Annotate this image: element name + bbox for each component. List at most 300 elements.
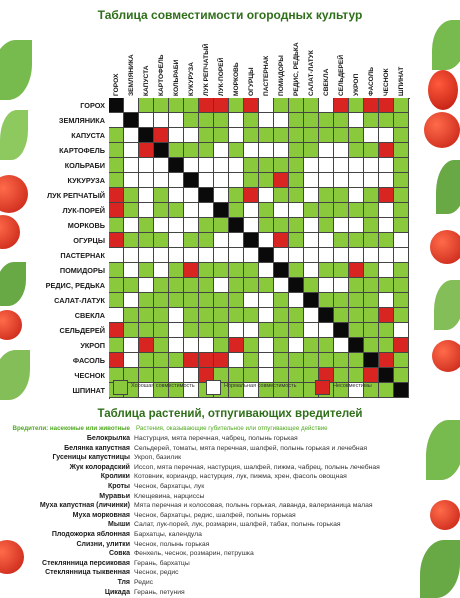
cell-neutral — [229, 248, 244, 263]
cell-good — [334, 188, 349, 203]
column-label: КАПУСТА — [143, 65, 150, 96]
cell-good — [349, 353, 364, 368]
cell-neutral — [319, 98, 334, 113]
row-label: КУКУРУЗА — [67, 176, 105, 185]
pest-row — [0, 463, 460, 473]
cell-good — [394, 218, 409, 233]
legend-good-swatch — [113, 380, 128, 395]
cell-good — [364, 338, 379, 353]
cell-bad — [109, 188, 124, 203]
row-label: ЗЕМЛЯНИКА — [58, 116, 105, 125]
pest-row — [0, 588, 460, 598]
pest-name: Муравьи — [99, 492, 130, 500]
cell-neutral — [259, 143, 274, 158]
cell-good — [349, 293, 364, 308]
cell-self — [244, 233, 259, 248]
cell-good — [214, 308, 229, 323]
cell-good — [169, 143, 184, 158]
cell-good — [199, 128, 214, 143]
cell-good — [334, 203, 349, 218]
leaf-decoration — [434, 280, 460, 330]
cell-neutral — [379, 293, 394, 308]
cell-good — [124, 203, 139, 218]
row-label: САЛАТ-ЛАТУК — [54, 296, 105, 305]
column-label: ШПИНАТ — [398, 66, 405, 96]
repellent-plants: Настурция, мята перечная, чабрец, полынь горькая — [134, 435, 298, 442]
cell-self — [124, 113, 139, 128]
cell-good — [289, 233, 304, 248]
cell-neutral — [229, 323, 244, 338]
cell-good — [289, 263, 304, 278]
cell-good — [349, 128, 364, 143]
cell-good — [319, 218, 334, 233]
cell-neutral — [184, 203, 199, 218]
cell-good — [154, 233, 169, 248]
repellent-plants: Герань, бархатцы — [134, 559, 190, 567]
cell-good — [199, 218, 214, 233]
cell-good — [394, 188, 409, 203]
cell-good — [139, 293, 154, 308]
cell-good — [199, 293, 214, 308]
cell-good — [184, 113, 199, 128]
cell-neutral — [379, 218, 394, 233]
cell-neutral — [184, 128, 199, 143]
cell-good — [334, 353, 349, 368]
cell-neutral — [139, 248, 154, 263]
cell-good — [274, 98, 289, 113]
cell-neutral — [304, 323, 319, 338]
cell-neutral — [379, 128, 394, 143]
cell-self — [379, 368, 394, 383]
cell-good — [364, 233, 379, 248]
row-label: ОГУРЦЫ — [73, 236, 105, 245]
cell-neutral — [214, 158, 229, 173]
cell-good — [289, 308, 304, 323]
cell-good — [169, 278, 184, 293]
pest-row — [0, 434, 460, 444]
cell-good — [199, 323, 214, 338]
cell-neutral — [124, 98, 139, 113]
cell-neutral — [274, 248, 289, 263]
cell-good — [334, 293, 349, 308]
cell-neutral — [289, 248, 304, 263]
row-label: СЕЛЬДЕРЕЙ — [59, 326, 105, 335]
cell-neutral — [214, 188, 229, 203]
cell-neutral — [274, 278, 289, 293]
cell-good — [139, 323, 154, 338]
cell-bad — [379, 98, 394, 113]
cell-good — [124, 278, 139, 293]
cell-neutral — [154, 248, 169, 263]
legend-bad-swatch — [315, 380, 330, 395]
cell-neutral — [319, 248, 334, 263]
cell-good — [229, 263, 244, 278]
cell-good — [109, 143, 124, 158]
cell-neutral — [334, 338, 349, 353]
cell-neutral — [229, 158, 244, 173]
cell-neutral — [319, 173, 334, 188]
cell-neutral — [169, 113, 184, 128]
row-label: КАРТОФЕЛЬ — [59, 146, 105, 155]
cell-neutral — [184, 218, 199, 233]
cell-neutral — [304, 233, 319, 248]
leaf-decoration — [0, 40, 32, 100]
cell-neutral — [319, 278, 334, 293]
cell-good — [184, 308, 199, 323]
tomato-decoration — [424, 112, 460, 148]
cell-neutral — [124, 128, 139, 143]
row-label: РЕДИС, РЕДЬКА — [45, 281, 105, 290]
cell-good — [229, 203, 244, 218]
cell-good — [289, 218, 304, 233]
cell-bad — [244, 98, 259, 113]
cell-good — [124, 188, 139, 203]
cell-self — [259, 248, 274, 263]
cell-bad — [334, 98, 349, 113]
cell-neutral — [334, 278, 349, 293]
repellent-plants: Клещевина, нарциссы — [134, 492, 205, 500]
cell-neutral — [124, 353, 139, 368]
leaf-decoration — [436, 160, 460, 214]
cell-neutral — [139, 278, 154, 293]
cell-good — [229, 278, 244, 293]
cell-neutral — [214, 248, 229, 263]
row-label: КАПУСТА — [71, 131, 105, 140]
cell-good — [394, 113, 409, 128]
cell-neutral — [349, 248, 364, 263]
row-label: ЛУК РЕПЧАТЫЙ — [47, 191, 105, 200]
cell-good — [244, 128, 259, 143]
cell-neutral — [124, 218, 139, 233]
cell-neutral — [199, 248, 214, 263]
cell-good — [289, 113, 304, 128]
cell-bad — [244, 188, 259, 203]
cell-good — [169, 98, 184, 113]
cell-good — [169, 203, 184, 218]
cell-neutral — [304, 218, 319, 233]
cell-bad — [199, 353, 214, 368]
cell-good — [364, 293, 379, 308]
column-label: ПАСТЕРНАК — [263, 55, 270, 96]
legend-good-label: Хорошая совместимость — [131, 383, 195, 389]
compatibility-title: Таблица совместимости огородных культур — [97, 8, 363, 22]
pest-name: Совка — [108, 550, 130, 558]
cell-bad — [214, 353, 229, 368]
cell-good — [319, 128, 334, 143]
cell-self — [394, 383, 409, 398]
column-label: МОРКОВЬ — [233, 62, 240, 96]
cell-good — [109, 173, 124, 188]
cell-neutral — [154, 173, 169, 188]
cell-neutral — [349, 218, 364, 233]
cell-bad — [184, 353, 199, 368]
cell-good — [394, 278, 409, 293]
cell-bad — [184, 263, 199, 278]
pest-row — [0, 444, 460, 454]
cell-neutral — [139, 113, 154, 128]
pest-name: Муха капустная (личинки) — [39, 502, 130, 510]
repellent-plants: Чеснок, полынь горькая — [134, 540, 210, 548]
cell-neutral — [229, 233, 244, 248]
cell-neutral — [169, 218, 184, 233]
cell-good — [259, 128, 274, 143]
cell-neutral — [274, 113, 289, 128]
cell-good — [229, 143, 244, 158]
cell-neutral — [169, 188, 184, 203]
repellent-plants: Чеснок, редис — [134, 569, 179, 577]
cell-good — [289, 143, 304, 158]
cell-good — [109, 263, 124, 278]
cell-good — [319, 203, 334, 218]
pest-row — [0, 540, 460, 550]
pest-name: Белянка капустная — [64, 444, 130, 452]
cell-neutral — [199, 173, 214, 188]
cell-neutral — [274, 143, 289, 158]
cell-good — [349, 98, 364, 113]
cell-good — [319, 353, 334, 368]
cell-good — [274, 158, 289, 173]
cell-neutral — [169, 128, 184, 143]
cell-neutral — [259, 113, 274, 128]
column-label: ЗЕМЛЯНИКА — [128, 54, 135, 96]
cell-bad — [229, 338, 244, 353]
pest-table-header — [0, 424, 460, 434]
cell-good — [364, 263, 379, 278]
cell-neutral — [124, 293, 139, 308]
column-label: САЛАТ-ЛАТУК — [308, 50, 315, 96]
repellent-plants: Салат, лук-порей, лук, розмарин, шалфей, табак, полынь горькая — [134, 521, 341, 529]
legend-bad-label: Несовместимы — [333, 383, 372, 389]
cell-good — [379, 278, 394, 293]
pepper-decoration — [428, 70, 458, 110]
cell-good — [364, 278, 379, 293]
cell-good — [289, 158, 304, 173]
repellent-plants: Сельдерей, томаты, мята перечная, шалфей, полынь горькая и лечебная — [134, 444, 368, 452]
cell-good — [199, 263, 214, 278]
cell-good — [259, 323, 274, 338]
row-label: УКРОП — [80, 341, 105, 350]
cell-neutral — [169, 323, 184, 338]
cell-good — [319, 263, 334, 278]
cell-neutral — [154, 218, 169, 233]
cell-neutral — [349, 113, 364, 128]
cell-good — [289, 98, 304, 113]
cell-good — [274, 323, 289, 338]
cell-self — [319, 308, 334, 323]
cell-neutral — [304, 158, 319, 173]
cell-neutral — [184, 338, 199, 353]
pest-name: Жук колорадский — [69, 463, 130, 471]
cell-neutral — [259, 338, 274, 353]
pest-row — [0, 501, 460, 511]
cell-neutral — [259, 308, 274, 323]
pest-name: Стеклянница тыквенная — [45, 569, 130, 577]
cell-neutral — [124, 248, 139, 263]
cell-neutral — [244, 293, 259, 308]
cell-good — [154, 293, 169, 308]
cell-good — [394, 158, 409, 173]
cell-good — [169, 293, 184, 308]
cell-bad — [379, 143, 394, 158]
cell-self — [109, 98, 124, 113]
pest-name: Муха морковная — [72, 511, 130, 519]
cell-good — [304, 143, 319, 158]
column-label: КОЛЬРАБИ — [173, 59, 180, 96]
cell-neutral — [169, 338, 184, 353]
cell-neutral — [139, 203, 154, 218]
cell-neutral — [139, 173, 154, 188]
cell-neutral — [304, 188, 319, 203]
cell-good — [394, 308, 409, 323]
cell-self — [364, 353, 379, 368]
cell-good — [334, 308, 349, 323]
cell-neutral — [169, 173, 184, 188]
row-label: ФАСОЛЬ — [72, 356, 105, 365]
cell-neutral — [319, 158, 334, 173]
column-label: ФАСОЛЬ — [368, 67, 375, 96]
cell-neutral — [319, 233, 334, 248]
row-label: ЧЕСНОК — [74, 371, 105, 380]
cell-neutral — [259, 293, 274, 308]
cell-neutral — [199, 158, 214, 173]
cell-good — [229, 293, 244, 308]
cell-neutral — [199, 338, 214, 353]
cell-neutral — [169, 233, 184, 248]
cell-good — [379, 323, 394, 338]
cell-bad — [154, 128, 169, 143]
cell-neutral — [169, 248, 184, 263]
pest-row — [0, 530, 460, 540]
cell-good — [109, 338, 124, 353]
legend-neutral-swatch — [206, 380, 221, 395]
cell-good — [364, 143, 379, 158]
cell-good — [214, 128, 229, 143]
cell-good — [154, 188, 169, 203]
pest-name: Кролики — [100, 473, 130, 481]
row-label: ПОМИДОРЫ — [59, 266, 105, 275]
cell-neutral — [244, 143, 259, 158]
cell-good — [394, 98, 409, 113]
column-label: ЛУК-ПОРЕЙ — [218, 57, 225, 96]
column-label: ПОМИДОРЫ — [278, 55, 285, 96]
cell-self — [274, 263, 289, 278]
cell-neutral — [229, 113, 244, 128]
cell-good — [139, 353, 154, 368]
cell-good — [349, 278, 364, 293]
row-label: ГОРОХ — [80, 101, 105, 110]
cell-neutral — [289, 203, 304, 218]
cell-neutral — [304, 248, 319, 263]
cell-neutral — [244, 323, 259, 338]
repellent-plants: Редис — [134, 579, 154, 586]
cell-neutral — [319, 323, 334, 338]
cell-neutral — [124, 143, 139, 158]
repellent-plants: Иссоп, мята перечная, настурция, шалфей, пижма, чабрец, полынь лечебная — [134, 463, 380, 471]
cell-good — [244, 308, 259, 323]
cell-neutral — [259, 233, 274, 248]
row-label: ШПИНАТ — [72, 386, 105, 395]
cell-neutral — [379, 173, 394, 188]
tomato-decoration — [432, 340, 460, 372]
cell-self — [304, 293, 319, 308]
cell-self — [184, 173, 199, 188]
cell-bad — [349, 263, 364, 278]
cell-good — [214, 338, 229, 353]
pest-row — [0, 482, 460, 492]
row-label: ПАСТЕРНАК — [60, 251, 105, 260]
cell-neutral — [259, 353, 274, 368]
cell-good — [109, 158, 124, 173]
cell-neutral — [364, 173, 379, 188]
cell-neutral — [184, 248, 199, 263]
cell-good — [349, 308, 364, 323]
cell-neutral — [244, 218, 259, 233]
tomato-decoration — [430, 230, 460, 264]
cell-neutral — [394, 323, 409, 338]
cell-bad — [364, 98, 379, 113]
cell-good — [274, 188, 289, 203]
cell-good — [214, 218, 229, 233]
cell-neutral — [334, 143, 349, 158]
cell-good — [289, 353, 304, 368]
cell-good — [154, 323, 169, 338]
cell-good — [139, 98, 154, 113]
cell-good — [154, 338, 169, 353]
cell-neutral — [274, 203, 289, 218]
pest-row — [0, 559, 460, 569]
cell-neutral — [229, 173, 244, 188]
cell-bad — [109, 203, 124, 218]
pest-header-right: Растения, оказывающие губительное или отпугивающее действие — [136, 425, 328, 432]
cell-good — [334, 128, 349, 143]
cell-good — [199, 233, 214, 248]
cell-good — [289, 128, 304, 143]
cell-good — [394, 143, 409, 158]
cell-good — [184, 278, 199, 293]
cell-good — [154, 278, 169, 293]
cell-good — [289, 323, 304, 338]
cell-good — [184, 293, 199, 308]
cell-good — [214, 113, 229, 128]
cell-good — [364, 218, 379, 233]
cell-good — [199, 278, 214, 293]
cell-good — [349, 203, 364, 218]
cell-good — [394, 128, 409, 143]
cell-good — [349, 143, 364, 158]
pest-row — [0, 578, 460, 588]
cell-neutral — [259, 98, 274, 113]
cell-good — [229, 188, 244, 203]
cell-good — [274, 218, 289, 233]
cell-good — [259, 173, 274, 188]
pest-row — [0, 511, 460, 521]
cell-good — [184, 323, 199, 338]
cell-neutral — [334, 173, 349, 188]
pest-table-title: Таблица растений, отпугивающих вредителей — [97, 408, 363, 420]
cell-bad — [394, 338, 409, 353]
pest-row — [0, 549, 460, 559]
cell-bad — [274, 233, 289, 248]
cell-good — [394, 368, 409, 383]
column-label: ЧЕСНОК — [383, 68, 390, 96]
pest-header-left: Вредители: насекомые или животные — [12, 425, 130, 432]
cell-good — [274, 338, 289, 353]
column-label: КУКУРУЗА — [188, 62, 195, 96]
cell-good — [304, 338, 319, 353]
cell-neutral — [304, 263, 319, 278]
cell-good — [184, 233, 199, 248]
cell-good — [289, 188, 304, 203]
